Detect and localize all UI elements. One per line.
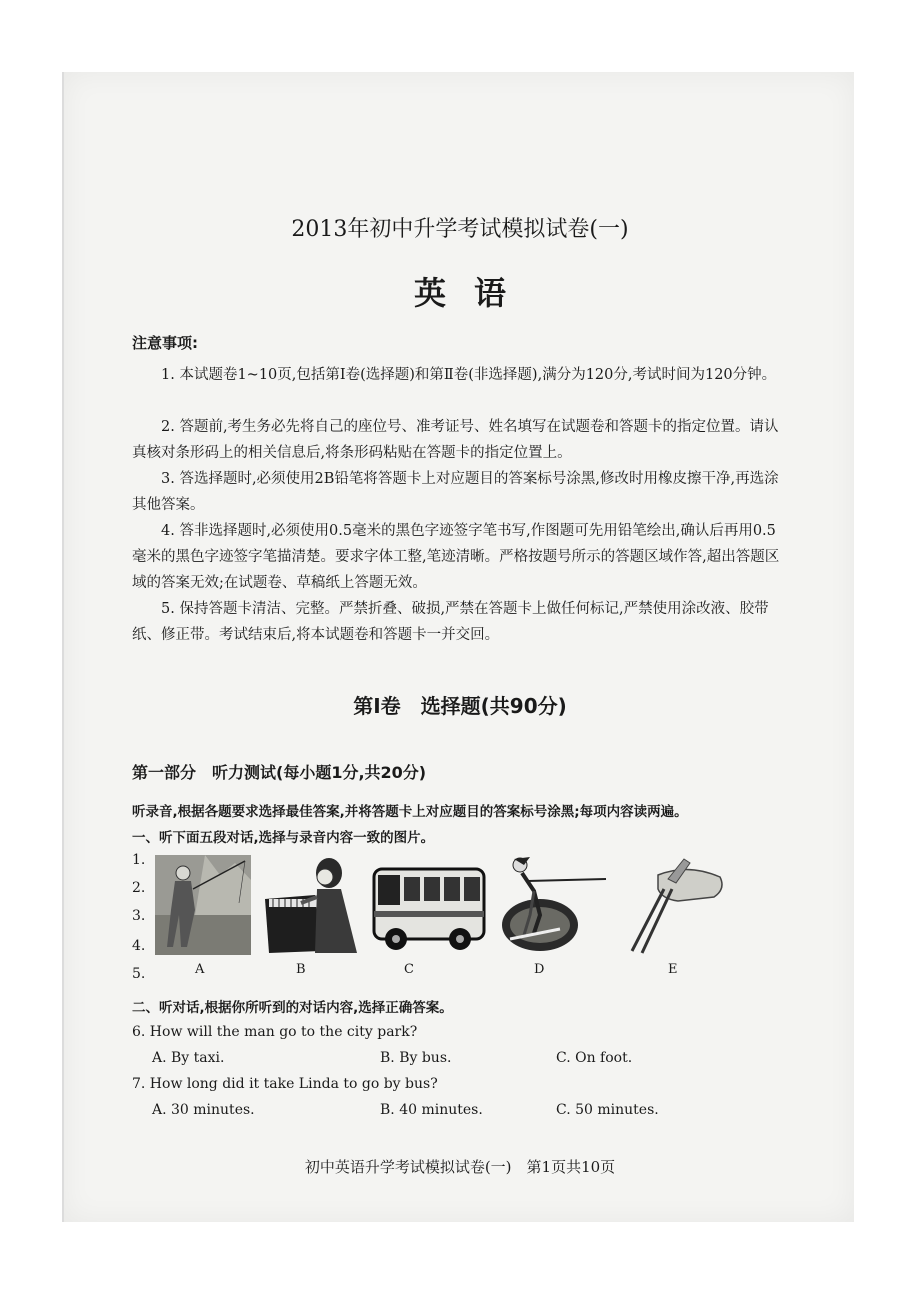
option-6c: C. On foot. <box>556 1050 633 1066</box>
notice-heading: 注意事项: <box>132 334 198 352</box>
sub-instruction-2: 二、听对话,根据你所听到的对话内容,选择正确答案。 <box>132 1000 453 1016</box>
notice-item-4: 4. 答非选择题时,必须使用0.5毫米的黑色字迹签字笔书写,作图题可先用铅笔绘出,确认后再用0.5毫米的黑色字迹签字笔描清楚。要求字体工整,笔迹清晰。严格按题号所示的答题区域作答,超出答题区域的答案无效;在试题卷、草稿纸上答题无效。 <box>132 523 780 591</box>
picture-letter: C <box>404 962 414 977</box>
item-number: 1. <box>132 852 146 868</box>
bus-picture-icon <box>372 855 487 955</box>
notice-item-1: 1. 本试题卷1~10页,包括第Ⅰ卷(选择题)和第Ⅱ卷(非选择题),满分为120分,考试时间为120分钟。 <box>161 367 777 383</box>
option-7b: B. 40 minutes. <box>380 1102 483 1118</box>
option-7c: C. 50 minutes. <box>556 1102 659 1118</box>
notice-item-3: 3. 答选择题时,必须使用2B铅笔将答题卡上对应题目的答案标号涂黑,修改时用橡皮擦干净,再选涂其他答案。 <box>132 471 779 513</box>
item-number: 3. <box>132 908 146 924</box>
piano-picture-icon <box>265 855 365 955</box>
option-7a: A. 30 minutes. <box>152 1102 255 1118</box>
page-footer: 初中英语升学考试模拟试卷(一) 第1页共10页 <box>304 1158 616 1176</box>
section-title: 第Ⅰ卷 选择题(共90分) <box>353 694 567 718</box>
subject-title: 英语 <box>413 274 534 312</box>
picture-letter: D <box>534 962 545 977</box>
item-number: 5. <box>132 966 146 982</box>
chopsticks-picture-icon <box>628 855 728 955</box>
sub-instruction-1: 一、听下面五段对话,选择与录音内容一致的图片。 <box>132 830 435 846</box>
notice-item-5: 5. 保持答题卡清洁、完整。严禁折叠、破损,严禁在答题卡上做任何标记,严禁使用涂改液、胶带纸、修正带。考试结束后,将本试题卷和答题卡一并交回。 <box>132 601 769 643</box>
part-title: 第一部分 听力测试(每小题1分,共20分) <box>132 763 427 782</box>
picture-letter: B <box>296 962 306 977</box>
question-6: 6. How will the man go to the city park? <box>132 1024 418 1040</box>
question-7: 7. How long did it take Linda to go by bus? <box>132 1076 438 1092</box>
exam-title: 2013年初中升学考试模拟试卷(一) <box>291 217 629 242</box>
option-6a: A. By taxi. <box>152 1050 225 1066</box>
picture-letter: E <box>668 962 678 977</box>
item-number: 2. <box>132 880 146 896</box>
fishing-picture-icon <box>155 855 251 955</box>
picture-letter: A <box>195 962 205 977</box>
notice-item-2: 2. 答题前,考生务必先将自己的座位号、准考证号、姓名填写在试题卷和答题卡的指定位置。请认真核对条形码上的相关信息后,将条形码粘贴在答题卡的指定位置上。 <box>132 419 779 461</box>
listening-instruction: 听录音,根据各题要求选择最佳答案,并将答题卡上对应题目的答案标号涂黑;每项内容读两遍。 <box>132 804 688 820</box>
item-number: 4. <box>132 938 146 954</box>
option-6b: B. By bus. <box>380 1050 452 1066</box>
skiing-picture-icon <box>500 855 610 955</box>
